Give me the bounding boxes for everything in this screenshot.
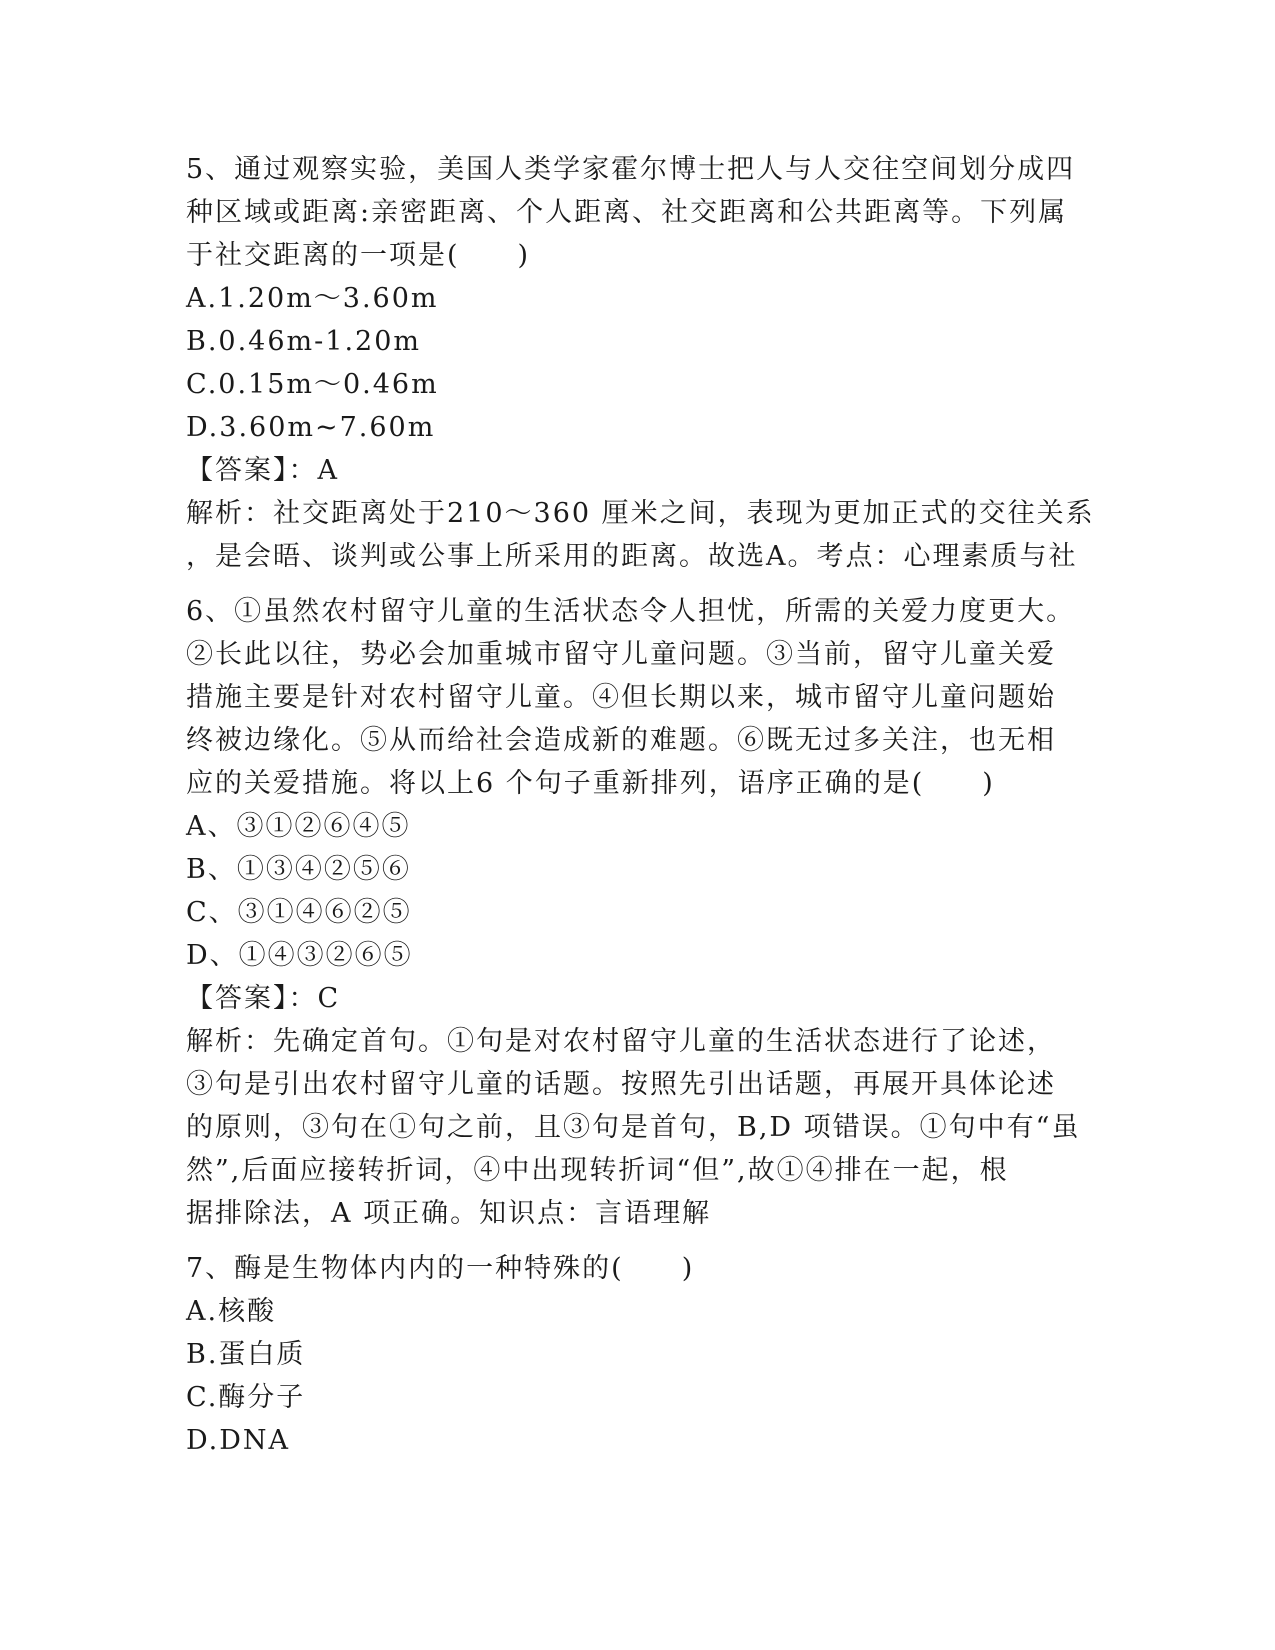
option-c: C、③①④⑥②⑤ bbox=[186, 897, 412, 928]
question-stem-line: 种区域或距离:亲密距离、个人距离、社交距离和公共距离等。下列属 bbox=[186, 197, 1068, 228]
analysis-line: ③句是引出农村留守儿童的话题。按照先引出话题，再展开具体论述 bbox=[186, 1069, 1056, 1100]
document-page bbox=[186, 148, 1095, 1474]
option-c: C.酶分子 bbox=[186, 1382, 306, 1413]
analysis-line: 解析：社交距离处于210～360 厘米之间，表现为更加正式的交往关系 bbox=[186, 498, 1095, 529]
question-stem-line: 6、①虽然农村留守儿童的生活状态令人担忧，所需的关爱力度更大。 bbox=[186, 596, 1076, 627]
question-stem-line: 应的关爱措施。将以上6 个句子重新排列，语序正确的是( ) bbox=[186, 768, 995, 799]
question-stem-line: 于社交距离的一项是( ) bbox=[186, 240, 531, 271]
question-stem-line: 措施主要是针对农村留守儿童。④但长期以来，城市留守儿童问题始 bbox=[186, 682, 1056, 713]
question-7 bbox=[186, 1247, 1086, 1462]
analysis-line: 解析：先确定首句。①句是对农村留守儿童的生活状态进行了论述， bbox=[186, 1026, 1056, 1057]
option-b: B.蛋白质 bbox=[186, 1339, 306, 1370]
question-stem-line: ②长此以往，势必会加重城市留守儿童问题。③当前，留守儿童关爱 bbox=[186, 639, 1056, 670]
analysis-line: ，是会晤、谈判或公事上所采用的距离。故选A。考点：心理素质与社 bbox=[186, 541, 1078, 572]
option-a: A.1.20m～3.60m bbox=[186, 283, 439, 314]
answer: 【答案】：C bbox=[186, 983, 341, 1014]
option-b: B.0.46m-1.20m bbox=[186, 326, 421, 357]
analysis-line: 然”,后面应接转折词，④中出现转折词“但”,故①④排在一起，根 bbox=[186, 1155, 1009, 1186]
option-d: D.3.60m~7.60m bbox=[186, 412, 436, 443]
option-a: A、③①②⑥④⑤ bbox=[186, 811, 411, 842]
question-stem-line: 5、通过观察实验，美国人类学家霍尔博士把人与人交往空间划分成四 bbox=[186, 154, 1076, 185]
question-stem-line: 7、酶是生物体内内的一种特殊的( ) bbox=[186, 1253, 695, 1284]
option-a: A.核酸 bbox=[186, 1296, 277, 1327]
question-stem-line: 终被边缘化。⑤从而给社会造成新的难题。⑥既无过多关注，也无相 bbox=[186, 725, 1056, 756]
question-5 bbox=[186, 148, 1095, 578]
analysis-line: 据排除法，A 项正确。知识点：言语理解 bbox=[186, 1198, 712, 1229]
analysis-line: 的原则，③句在①句之前，且③句是首句，B,D 项错误。①句中有“虽 bbox=[186, 1112, 1081, 1143]
question-6 bbox=[186, 590, 1086, 1235]
option-c: C.0.15m～0.46m bbox=[186, 369, 439, 400]
option-b: B、①③④②⑤⑥ bbox=[186, 854, 411, 885]
answer: 【答案】：A bbox=[186, 455, 339, 486]
option-d: D.DNA bbox=[186, 1425, 291, 1456]
option-d: D、①④③②⑥⑤ bbox=[186, 940, 413, 971]
